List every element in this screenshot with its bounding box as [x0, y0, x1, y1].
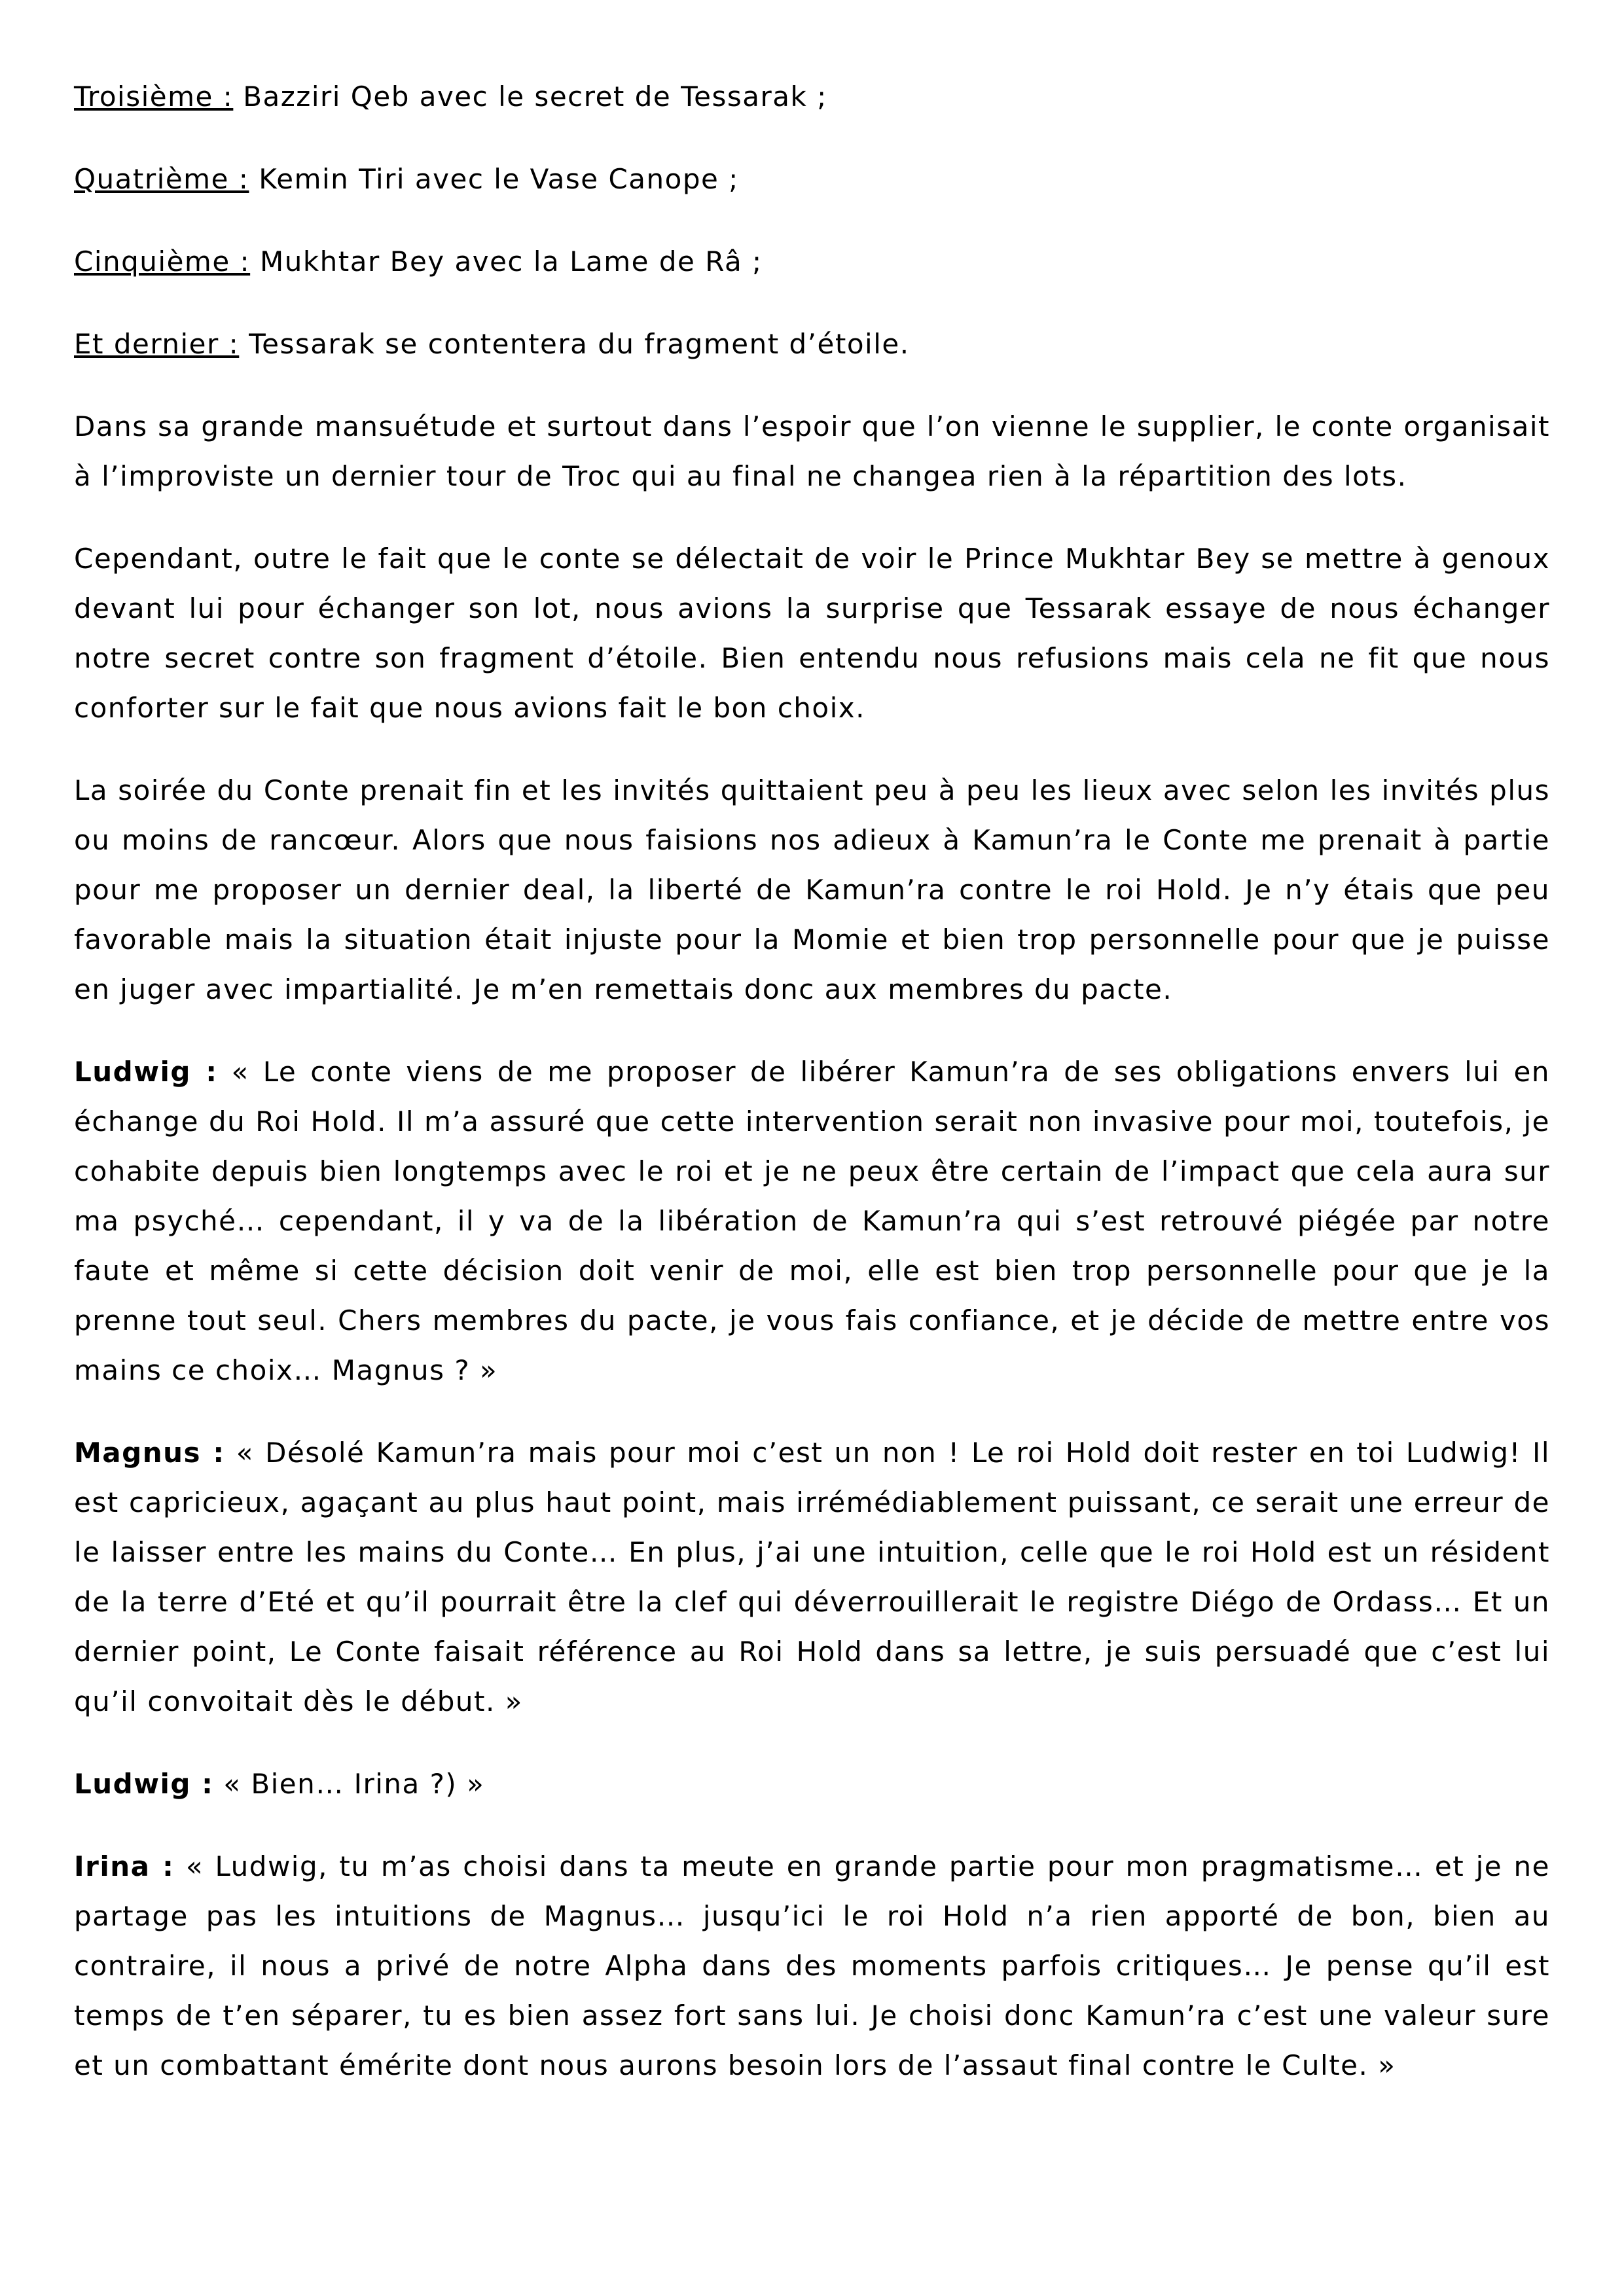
paragraph-text: Bazziri Qeb avec le secret de Tessarak ; [233, 81, 827, 113]
dialogue-text: « Ludwig, tu m’as choisi dans ta meute en grande partie pour mon pragmatisme… et je ne partage pas les intuitions de Magnus… jusqu’ici le roi Hold n’a rien apporté de bon, bien au contraire, il nous a privé de notre Alpha dans des moments parfois critiques… Je pense qu’il est temps de t’en séparer, tu es bien assez fort sans lui. Je choisi donc Kamun’ra c’est une valeur sure et un combattant émérite dont nous aurons besoin lors de l’assaut final contre le Culte. » [74, 1850, 1550, 2081]
dialogue-text: « Bien… Irina ?) » [213, 1768, 485, 1800]
paragraph-troc [74, 402, 1550, 501]
list-item-quatrieme [74, 154, 1550, 204]
paragraph-text: Mukhtar Bey avec la Lame de Râ ; [250, 245, 763, 278]
speaker-name: Magnus : [74, 1437, 225, 1469]
dialogue-text: « Le conte viens de me proposer de libérer Kamun’ra de ses obligations envers lui en échange du Roi Hold. Il m’a assuré que cette intervention serait non invasive pour moi, toutefois, je cohabite depuis bien longtemps avec le roi et je ne peux être certain de l’impact que cela aura sur ma psyché… cependant, il y va de la libération de Kamun’ra qui s’est retrouvé piégée par notre faute et même si cette décision doit venir de moi, elle est bien trop personnelle pour que je la prenne tout seul. Chers membres du pacte, je vous fais confiance, et je décide de mettre entre vos mains ce choix… Magnus ? » [74, 1056, 1550, 1386]
speaker-name: Irina : [74, 1850, 175, 1882]
list-item-troisieme [74, 72, 1550, 122]
document-content [74, 72, 1550, 2123]
paragraph-text: Dans sa grande mansuétude et surtout dans l’espoir que l’on vienne le supplier, le conte organisait à l’improviste un dernier tour de Troc qui au final ne changea rien à la répartition des lots. [74, 410, 1550, 492]
dialogue-magnus [74, 1428, 1550, 1727]
underlined-label: Quatrième : [74, 163, 249, 195]
speaker-name: Ludwig : [74, 1056, 218, 1088]
paragraph-text: Kemin Tiri avec le Vase Canope ; [249, 163, 739, 195]
underlined-label: Troisième : [74, 81, 234, 113]
list-item-dernier [74, 319, 1550, 369]
dialogue-ludwig-1 [74, 1047, 1550, 1395]
underlined-label: Et dernier : [74, 328, 240, 360]
speaker-name: Ludwig : [74, 1768, 214, 1800]
dialogue-irina [74, 1842, 1550, 2090]
list-item-cinquieme [74, 237, 1550, 287]
dialogue-ludwig-2 [74, 1759, 1550, 1809]
paragraph-text: La soirée du Conte prenait fin et les invités quittaient peu à peu les lieux avec selon les invités plus ou moins de rancœur. Alors que nous faisions nos adieux à Kamun’ra le Conte me prenait à partie pour me proposer un dernier deal, la liberté de Kamun’ra contre le roi Hold. Je n’y étais que peu favorable mais la situation était injuste pour la Momie et bien trop personnelle pour que je puisse en juger avec impartialité. Je m’en remettais donc aux membres du pacte. [74, 774, 1550, 1005]
paragraph-cependant [74, 534, 1550, 733]
dialogue-text: « Désolé Kamun’ra mais pour moi c’est un non ! Le roi Hold doit rester en toi Ludwig! Il est capricieux, agaçant au plus haut point, mais irrémédiablement puissant, ce serait une erreur de le laisser entre les mains du Conte… En plus, j’ai une intuition, celle que le roi Hold est un résident de la terre d’Eté et qu’il pourrait être la clef qui déverrouillerait le registre Diégo de Ordass… Et un dernier point, Le Conte faisait référence au Roi Hold dans sa lettre, je suis persuadé que c’est lui qu’il convoitait dès le début. » [74, 1437, 1550, 1717]
paragraph-text: Cependant, outre le fait que le conte se délectait de voir le Prince Mukhtar Bey se mettre à genoux devant lui pour échanger son lot, nous avions la surprise que Tessarak essaye de nous échanger notre secret contre son fragment d’étoile. Bien entendu nous refusions mais cela ne fit que nous conforter sur le fait que nous avions fait le bon choix. [74, 543, 1550, 724]
paragraph-soiree [74, 766, 1550, 1014]
underlined-label: Cinquième : [74, 245, 251, 278]
paragraph-text: Tessarak se contentera du fragment d’étoile. [239, 328, 910, 360]
